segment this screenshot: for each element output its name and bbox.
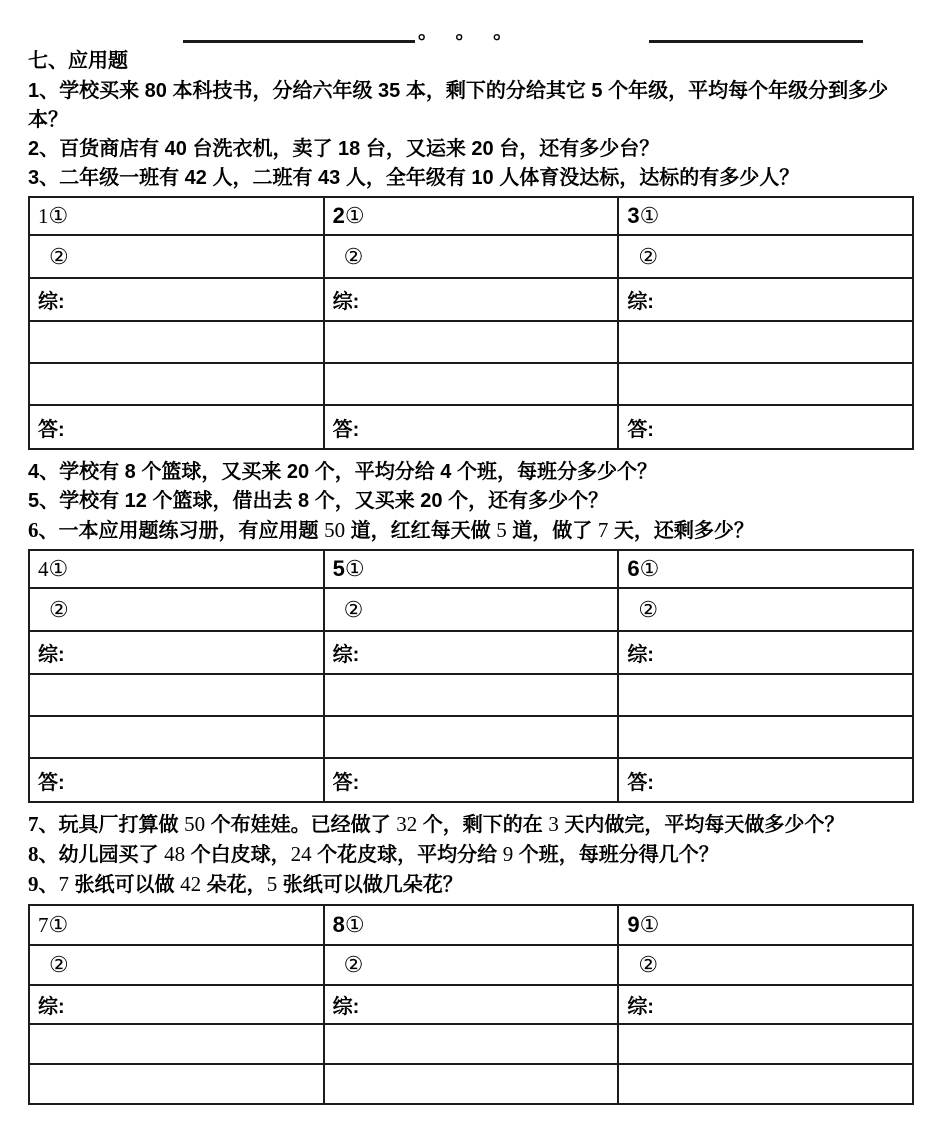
cell-blank bbox=[29, 363, 324, 405]
question-number: 7 bbox=[38, 913, 49, 937]
cell-label: ② bbox=[618, 588, 913, 631]
question-number: 8 bbox=[332, 912, 345, 937]
header-rule-row bbox=[28, 13, 914, 46]
circled-one: ① bbox=[344, 203, 365, 228]
question-number: 6 bbox=[627, 556, 640, 581]
problem-7: 7、玩具厂打算做 50 个布娃娃。已经做了 32 个，剩下的在 3 天内做完，平均每天做多少个？ bbox=[28, 812, 845, 836]
cell-blank bbox=[29, 1064, 324, 1104]
problem-number: 7 bbox=[597, 518, 609, 542]
name-blank-line bbox=[183, 40, 415, 43]
circled-one: ① bbox=[344, 912, 365, 937]
problem-4: 4、学校有 8 个篮球，又买来 20 个，平均分给 4 个班，每班分多少个？ bbox=[28, 461, 657, 483]
problem-6: 6、一本应用题练习册，有应用题 50 道，红红每天做 5 道，做了 7 天，还剩多少？ bbox=[28, 518, 754, 542]
problem-number: 9 bbox=[28, 872, 39, 896]
work-table-3 bbox=[28, 904, 914, 1105]
cell-question bbox=[29, 550, 324, 588]
table-row-emp bbox=[29, 363, 913, 405]
problem-number: 3 bbox=[548, 812, 559, 836]
cell-label: 答: bbox=[29, 405, 324, 449]
cell-label: ② bbox=[324, 235, 619, 278]
problem-1: 1、学校买来 80 本科技书，分给六年级 35 本，剩下的分给其它 5 个年级，平均每个年级分到多少本？ bbox=[28, 80, 889, 131]
problem-5: 5、学校有 12 个篮球，借出去 8 个，又买来 20 个，还有多少个？ bbox=[28, 490, 609, 512]
problem-9: 9、7 张纸可以做 42 朵花，5 张纸可以做几朵花？ bbox=[28, 872, 463, 896]
problem-number: 48 bbox=[164, 842, 186, 866]
cell-label: ② bbox=[324, 945, 619, 985]
cell-label: ② bbox=[618, 235, 913, 278]
question-number: 9 bbox=[627, 912, 640, 937]
cell-label: 综: bbox=[324, 631, 619, 674]
table-row-emp bbox=[29, 716, 913, 758]
cell-label: ② bbox=[29, 235, 324, 278]
cell-blank bbox=[29, 1024, 324, 1064]
cell-label: ② bbox=[29, 588, 324, 631]
work-table-1 bbox=[28, 196, 914, 450]
cell-blank bbox=[618, 1064, 913, 1104]
cell-blank bbox=[618, 674, 913, 716]
problems-4-6 bbox=[28, 458, 914, 546]
cell-label: ② bbox=[324, 588, 619, 631]
table-row-q bbox=[29, 905, 913, 945]
cell-question bbox=[29, 905, 324, 945]
question-number: 5 bbox=[332, 556, 345, 581]
cell-label: 综: bbox=[618, 985, 913, 1024]
cell-blank bbox=[29, 716, 324, 758]
cell-blank bbox=[324, 321, 619, 363]
table-row-emp bbox=[29, 1024, 913, 1064]
circled-one: ① bbox=[639, 203, 660, 228]
cell-question bbox=[29, 197, 324, 235]
cell-label: 答: bbox=[29, 758, 324, 802]
table-row-emp bbox=[29, 674, 913, 716]
table-row-ans bbox=[29, 758, 913, 802]
cell-blank bbox=[324, 1064, 619, 1104]
header-dots: 。 。 。 bbox=[418, 21, 520, 43]
cell-blank bbox=[324, 674, 619, 716]
cell-blank bbox=[29, 321, 324, 363]
work-table-2 bbox=[28, 549, 914, 803]
cell-label: 答: bbox=[324, 405, 619, 449]
circled-one: ① bbox=[639, 556, 660, 581]
cell-blank bbox=[618, 363, 913, 405]
cell-blank bbox=[324, 1024, 619, 1064]
question-number: 4 bbox=[38, 557, 49, 581]
cell-question bbox=[618, 197, 913, 235]
problem-number: 7 bbox=[58, 872, 69, 896]
cell-label: 综: bbox=[618, 278, 913, 321]
cell-label: 综: bbox=[29, 985, 324, 1024]
cell-question bbox=[618, 905, 913, 945]
circled-one: ① bbox=[344, 556, 365, 581]
circled-one: ① bbox=[48, 203, 69, 228]
question-number: 1 bbox=[38, 204, 49, 228]
problem-number: 50 bbox=[184, 812, 206, 836]
cell-label: 综: bbox=[29, 278, 324, 321]
problem-number: 7 bbox=[28, 812, 39, 836]
problem-number: 5 bbox=[496, 518, 507, 542]
problem-number: 9 bbox=[502, 842, 514, 866]
problem-8: 8、幼儿园买了 48 个白皮球，24 个花皮球，平均分给 9 个班，每班分得几个？ bbox=[28, 842, 719, 866]
table-row-q bbox=[29, 197, 913, 235]
cell-label: 综: bbox=[324, 278, 619, 321]
table-row-q bbox=[29, 550, 913, 588]
problem-number: 42 bbox=[180, 872, 202, 896]
table-row-emp bbox=[29, 1064, 913, 1104]
cell-blank bbox=[618, 716, 913, 758]
table-row-sub bbox=[29, 945, 913, 985]
table-row-sub bbox=[29, 588, 913, 631]
cell-question bbox=[324, 550, 619, 588]
cell-label: 综: bbox=[324, 985, 619, 1024]
problem-number: 24 bbox=[290, 842, 312, 866]
cell-blank bbox=[618, 1024, 913, 1064]
cell-question bbox=[324, 905, 619, 945]
table-row-lab bbox=[29, 631, 913, 674]
table-row-ans bbox=[29, 405, 913, 449]
cell-label: 综: bbox=[618, 631, 913, 674]
cell-label: 综: bbox=[29, 631, 324, 674]
problems-7-9 bbox=[28, 810, 914, 900]
circled-one: ① bbox=[48, 912, 69, 937]
table-row-emp bbox=[29, 321, 913, 363]
question-number: 2 bbox=[332, 203, 345, 228]
problem-2: 2、百货商店有 40 台洗衣机，卖了 18 台，又运来 20 台，还有多少台？ bbox=[28, 138, 660, 160]
problem-number: 50 bbox=[324, 518, 346, 542]
circled-one: ① bbox=[48, 556, 69, 581]
cell-blank bbox=[324, 716, 619, 758]
table-row-lab bbox=[29, 985, 913, 1024]
question-number: 3 bbox=[627, 203, 640, 228]
cell-question bbox=[324, 197, 619, 235]
cell-label: 答: bbox=[324, 758, 619, 802]
circled-one: ① bbox=[639, 912, 660, 937]
problems-1-3 bbox=[28, 77, 914, 193]
score-blank-line bbox=[649, 40, 863, 43]
section-title: 七、应用题 bbox=[28, 50, 128, 72]
problem-3: 3、二年级一班有 42 人，二班有 43 人，全年级有 10 人体育没达标，达标的有多少人？ bbox=[28, 167, 800, 189]
problem-number: 8 bbox=[28, 842, 39, 866]
cell-label: 答: bbox=[618, 405, 913, 449]
cell-label: ② bbox=[29, 945, 324, 985]
problem-number: 32 bbox=[396, 812, 418, 836]
table-row-lab bbox=[29, 278, 913, 321]
table-row-sub bbox=[29, 235, 913, 278]
cell-question bbox=[618, 550, 913, 588]
problem-number: 6 bbox=[28, 518, 39, 542]
cell-blank bbox=[29, 674, 324, 716]
cell-blank bbox=[324, 363, 619, 405]
cell-label: 答: bbox=[618, 758, 913, 802]
problem-number: 5 bbox=[266, 872, 278, 896]
cell-blank bbox=[618, 321, 913, 363]
cell-label: ② bbox=[618, 945, 913, 985]
